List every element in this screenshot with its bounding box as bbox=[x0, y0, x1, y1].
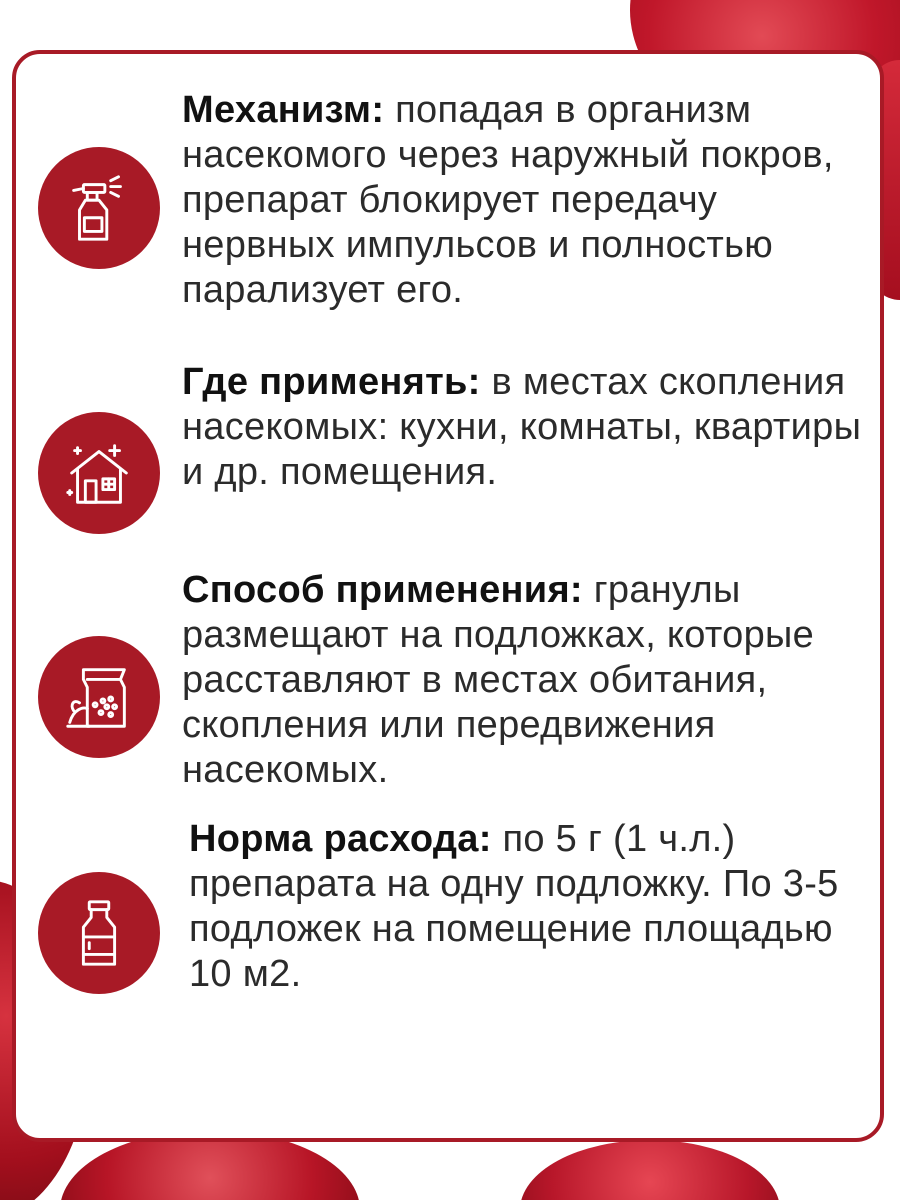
item-title: Способ применения: bbox=[182, 569, 583, 611]
item-body: попадая в организм насекомого через наружный покров, препарат блокирует передачу нервных импульсов и полностью парализует его. bbox=[182, 89, 834, 311]
item-title: Норма расхода: bbox=[189, 818, 492, 860]
item-title: Механизм: bbox=[182, 89, 385, 131]
info-card bbox=[12, 50, 884, 1142]
item-title: Где применять: bbox=[182, 361, 481, 403]
item-body: в местах скопления насекомых: кухни, комнаты, квартиры и др. помещения. bbox=[182, 361, 862, 493]
granule-bag-icon bbox=[38, 636, 160, 758]
bottle-icon bbox=[38, 872, 160, 994]
red-petal-decoration bbox=[520, 1140, 780, 1200]
house-sparkles-icon bbox=[38, 412, 160, 534]
item-body: по 5 г (1 ч.л.) препарата на одну подложку. По 3-5 подложек на помещение площадью 10 м2. bbox=[189, 818, 839, 995]
spray-bottle-icon bbox=[38, 147, 160, 269]
item-body: гранулы размещают на подложках, которые расставляют в местах обитания, скопления или передвижения насекомых. bbox=[182, 569, 815, 791]
